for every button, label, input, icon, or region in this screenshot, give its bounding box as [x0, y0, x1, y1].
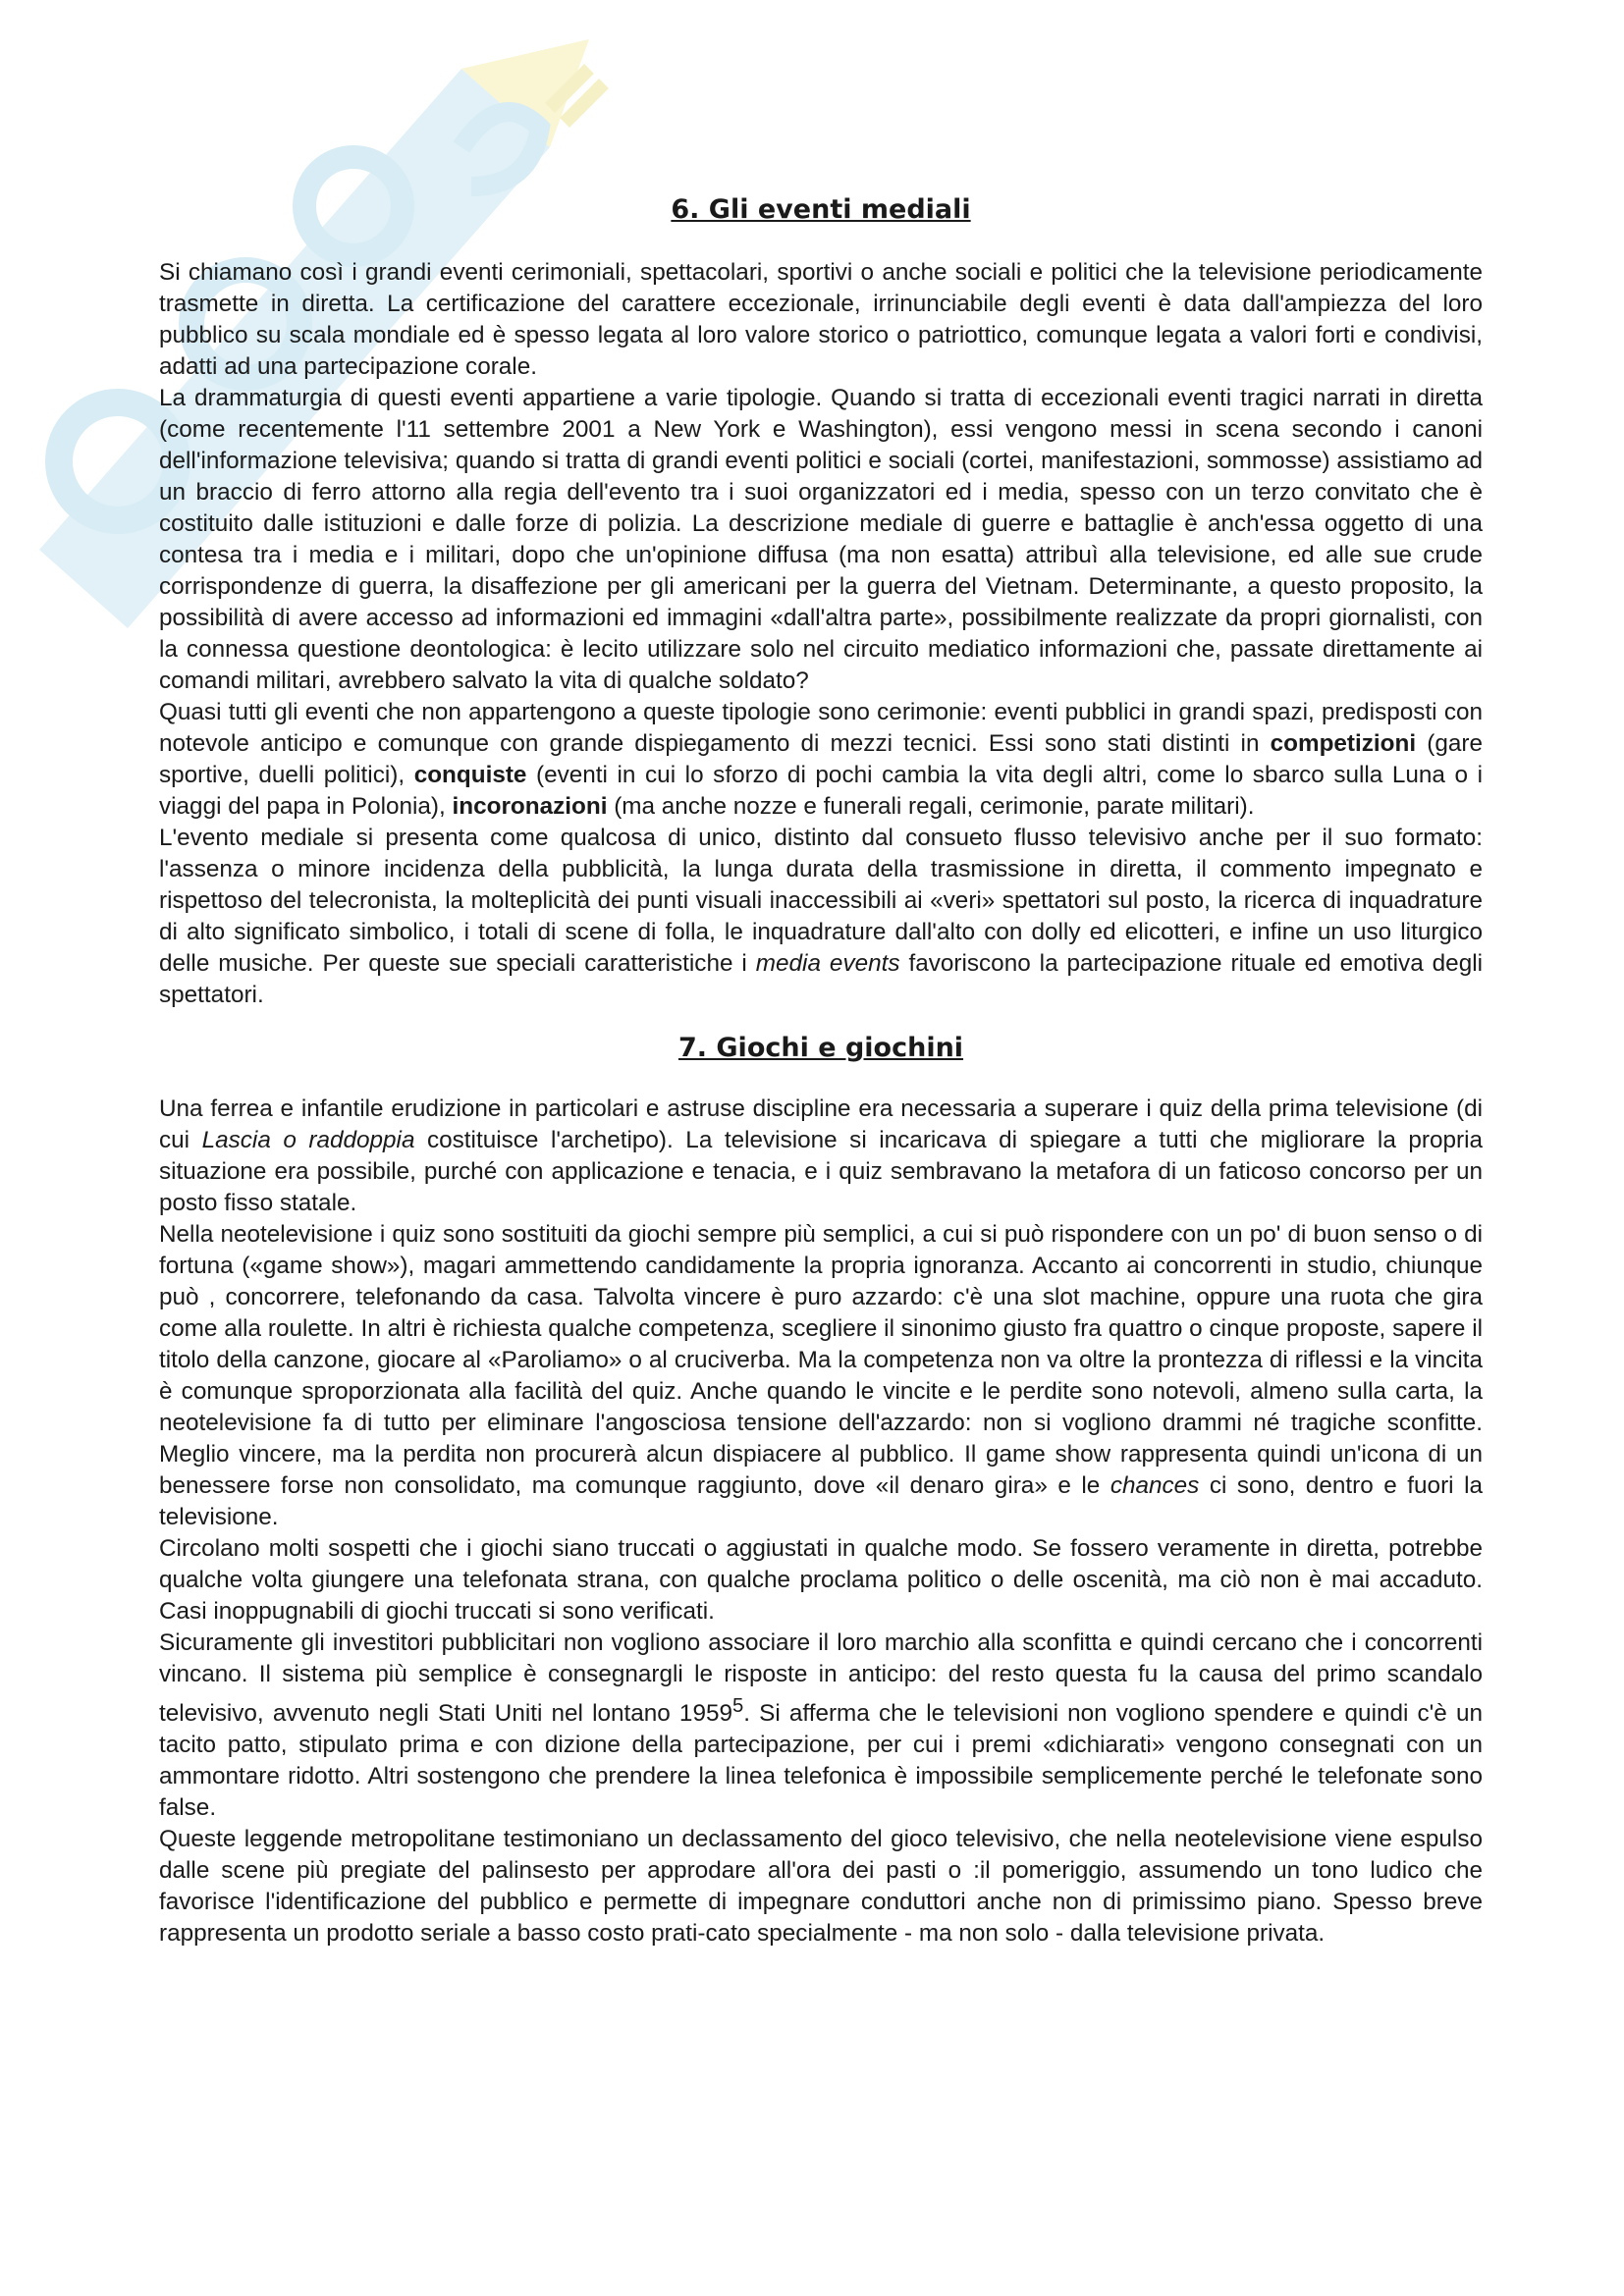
- section-6-paragraph-2: La drammaturgia di questi eventi appartiene a varie tipologie. Quando si tratta di eccezionali eventi tragici narrati in diretta (come recentemente l'11 settembre 2001 a New York e Washington), essi vengono messi in scena secondo i canoni dell'informazione televisiva; quando si tratta di grandi eventi politici e sociali (cortei, manifestazioni, sommosse) assistiamo ad un braccio di ferro attorno alla regia dell'evento tra i suoi organizzatori ed i media, spesso con un terzo convitato che è costituito dalle istituzioni e dalle forze di polizia. La descrizione mediale di guerre e battaglie è anch'essa oggetto di una contesa tra i media e i militari, dopo che un'opinione diffusa (ma non esatta) attribuì alla televisione, ed alle sue crude corrispondenze di guerra, la disaffezione per gli americani per la guerra del Vietnam. Determinante, a questo proposito, la possibilità di avere accesso ad informazioni ed immagini «dall'altra parte», possibilmente realizzate da propri giornalisti, con la connessa questione deontologica: è lecito utilizzare solo nel circuito mediatico informazioni che, passate direttamente ai comandi militari, avrebbero salvato la vita di qualche soldato?: [159, 385, 1483, 694]
- section-7-paragraph-5: Queste leggende metropolitane testimoniano un declassamento del gioco televisivo, che nella neotelevisione viene espulso dalle scene più pregiate del palinsesto per approdare all'ora dei pasti o :il pomeriggio, assumendo un tono ludico che favorisce l'identificazione del pubblico e permette di impegnare conduttori anche non di primissimo piano. Spesso breve rappresenta un prodotto seriale a basso costo prati-cato specialmente - ma non solo - dalla televisione privata.: [159, 1826, 1483, 1948]
- section-6-heading: 6. Gli eventi mediali: [671, 194, 971, 225]
- section-7-paragraph-2: [159, 1219, 1483, 1533]
- footnote-reference[interactable]: 5: [731, 1695, 744, 1717]
- bold-term-competizioni: competizioni: [1270, 730, 1417, 757]
- text-run: (gare sportive, duelli politici),: [159, 730, 1483, 788]
- document-page: [159, 192, 1483, 1949]
- text-run: Sicuramente gli investitori pubblicitari non vogliono associare il loro marchio alla sconfitta e quindi cercano che i concorrenti vincano. Il sistema più semplice è consegnargli le risposte in anticipo: del resto questa fu la causa del primo scandalo televisivo, avvenuto negli Stati Uniti nel lontano 1959: [159, 1629, 1483, 1728]
- text-run: Nella neotelevisione i quiz sono sostituiti da giochi sempre più semplici, a cui si può rispondere con un po' di buon senso o di fortuna («game show»), magari ammettendo candidamente la propria ignoranza. Accanto ai concorrenti in studio, chiunque può , concorrere, telefonando da casa. Talvolta vincere è puro azzardo: c'è una slot machine, oppure una ruota che gira come alla roulette. In altri è richiesta qualche competenza, scegliere il sinonimo giusto fra quattro o cinque proposte, sapere il titolo della canzone, giocare al «Paroliamo» o al cruciverba. Ma la competenza non va oltre la prontezza di riflessi e la vincita è comunque sproporzionata alla facilità del quiz. Anche quando le vincite e le perdite sono notevoli, almeno sulla carta, la neotelevisione fa di tutto per eliminare l'angosciosa tensione dell'azzardo: non si vogliono drammi né tragiche sconfitte. Meglio vincere, ma la perdita non procurerà alcun dispiacere al pubblico. Il game show rappresenta quindi un'icona di un benessere forse non consolidato, ma comunque raggiunto, dove «il denaro gira» e le: [159, 1221, 1483, 1499]
- text-run: ci sono, dentro e fuori la televisione.: [159, 1472, 1483, 1530]
- italic-term-chances: chances: [1110, 1472, 1200, 1499]
- bold-term-conquiste: conquiste: [413, 762, 527, 788]
- text-run: (eventi in cui lo sforzo di pochi cambia la vita degli altri, come lo sbarco sulla Luna o i viaggi del papa in Polonia),: [159, 762, 1484, 820]
- section-6-paragraph-4: [159, 823, 1483, 1011]
- section-7-body: [159, 1094, 1483, 1949]
- text-run: . Si afferma che le televisioni non vogliono spendere e quindi c'è un tacito patto, stipulato prima e con dizione della partecipazione, per cui i premi «dichiarati» vengono consegnati con un ammontare ridotto. Altri sostengono che prendere la linea telefonica è impossibile semplicemente perché le telefonate sono false.: [159, 1700, 1483, 1822]
- italic-term-media-events: media events: [755, 950, 900, 977]
- section-7-paragraph-4: [159, 1628, 1483, 1824]
- italic-title-lascia-o-raddoppia: Lascia o raddoppia: [201, 1127, 415, 1153]
- text-run: L'evento mediale si presenta come qualcosa di unico, distinto dal consueto flusso televisivo anche per il suo formato: l'assenza o minore incidenza della pubblicità, la lunga durata della trasmissione in diretta, il commento impegnato e rispettoso del telecronista, la molteplicità dei punti visuali inaccessibili ai «veri» spettatori sul posto, la ricerca di inquadrature di alto significato simbolico, i totali di scene di folla, le inquadrature dall'alto con dolly ed elicotteri, e infine un uso liturgico delle musiche. Per queste sue speciali caratteristiche i: [159, 825, 1483, 977]
- text-run: Una ferrea e infantile erudizione in particolari e astruse discipline era necessaria a superare i quiz della prima televisione (di cui: [159, 1095, 1483, 1153]
- text-run: costituisce l'archetipo). La televisione si incaricava di spiegare a tutti che migliorare la propria situazione era possibile, purché con applicazione e tenacia, e i quiz sembravano la metafora di un faticoso concorso per un posto fisso statale.: [159, 1127, 1483, 1216]
- section-6-paragraph-1: Si chiamano così i grandi eventi cerimoniali, spettacolari, sportivi o anche sociali e politici che la televisione periodicamente trasmette in diretta. La certificazione del carattere eccezionale, irrinunciabile degli eventi è data dall'ampiezza del loro pubblico su scala mondiale ed è spesso legata al loro valore storico o patriottico, comunque legata a valori forti e condivisi, adatti ad una partecipazione corale.: [159, 259, 1483, 380]
- section-7-heading: 7. Giochi e giochini: [677, 1033, 964, 1063]
- section-7-paragraph-1: [159, 1094, 1483, 1219]
- text-run: (ma anche nozze e funerali regali, cerimonie, parate militari).: [607, 793, 1255, 820]
- section-6-paragraph-3: [159, 697, 1483, 823]
- text-run: favoriscono la partecipazione rituale ed emotiva degli spettatori.: [159, 950, 1483, 1008]
- bold-term-incoronazioni: incoronazioni: [452, 793, 608, 820]
- section-6-body: [159, 257, 1483, 1011]
- text-run: Quasi tutti gli eventi che non appartengono a queste tipologie sono cerimonie: eventi pubblici in grandi spazi, predisposti con notevole anticipo e comunque con grande dispiegamento di mezzi tecnici. Essi sono stati distinti in: [159, 699, 1483, 757]
- section-7-paragraph-3: Circolano molti sospetti che i giochi siano truccati o aggiustati in qualche modo. Se fossero veramente in diretta, potrebbe qualche volta giungere una telefonata strana, con qualche proclama politico o delle oscenità, ma ciò non è mai accaduto. Casi inoppugnabili di giochi truccati si sono verificati.: [159, 1535, 1483, 1625]
